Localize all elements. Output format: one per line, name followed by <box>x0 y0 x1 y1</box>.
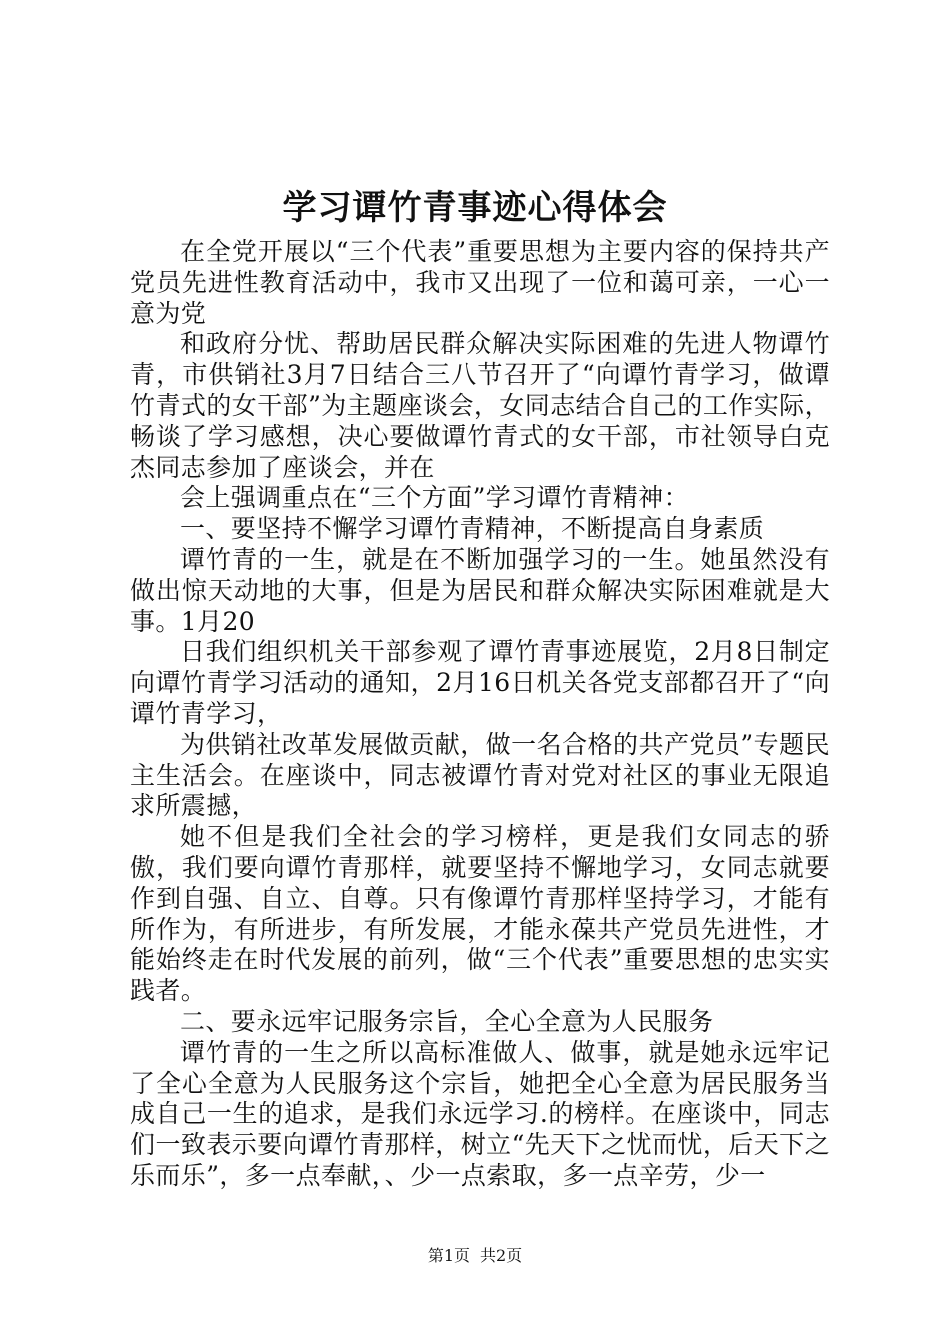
section-heading: 一、要坚持不懈学习谭竹青精神，不断提高自身素质 <box>180 514 765 544</box>
page-total: 共2页 <box>480 1246 523 1265</box>
page-number: 第1页 <box>427 1246 470 1265</box>
document-title: 学习谭竹青事迹心得体会 <box>282 188 668 228</box>
page-footer <box>0 1245 950 1267</box>
paragraph: 会上强调重点在“三个方面”学习谭竹青精神： <box>180 483 689 513</box>
paragraph: 谭竹青的一生，就是在不断加强学习的一生。她虽然没有做出惊天动地的大事，但是为居民和群众解决实际困难就是大事。1月20 <box>130 544 830 636</box>
paragraph: 日我们组织机关干部参观了谭竹青事迹展览，2月8日制定向谭竹青学习活动的通知，2月16日机关各党支部都召开了“向谭竹青学习， <box>130 637 830 728</box>
paragraph: 为供销社改革发展做贡献，做一名合格的共产党员”专题民主生活会。在座谈中，同志被谭竹青对党对社区的事业无限追求所震撼， <box>130 729 830 821</box>
paragraph: 在全党开展以“三个代表”重要思想为主要内容的保持共产党员先进性教育活动中，我市又出现了一位和蔼可亲，一心一意为党 <box>130 237 830 328</box>
paragraph: 和政府分忧、帮助居民群众解决实际困难的先进人物谭竹青，市供销社3月7日结合三八节召开了“向谭竹青学习，做谭竹青式的女干部”为主题座谈会，女同志结合自己的工作实际，畅谈了学习感想，决心要做谭竹青式的女干部，市社领导白克杰同志参加了座谈会，并在 <box>130 329 830 482</box>
paragraph: 谭竹青的一生之所以高标准做人、做事，就是她永远牢记了全心全意为人民服务这个宗旨，她把全心全意为居民服务当成自己一生的追求，是我们永远学习.的榜样。在座谈中，同志们一致表示要向谭竹青那样，树立“先天下之忧而忧，后天下之乐而乐”，多一点奉献，、少一点索取，多一点辛劳，少一 <box>130 1037 830 1190</box>
paragraph: 她不但是我们全社会的学习榜样，更是我们女同志的骄傲，我们要向谭竹青那样，就要坚持不懈地学习，女同志就要作到自强、自立、自尊。只有像谭竹青那样坚持学习，才能有所作为，有所进步，有所发展，才能永葆共产党员先进性，才能始终走在时代发展的前列，做“三个代表”重要思想的忠实实践者。 <box>130 822 830 1006</box>
section-heading: 二、要永远牢记服务宗旨，全心全意为人民服务 <box>180 1006 714 1036</box>
document-body <box>130 237 830 1192</box>
